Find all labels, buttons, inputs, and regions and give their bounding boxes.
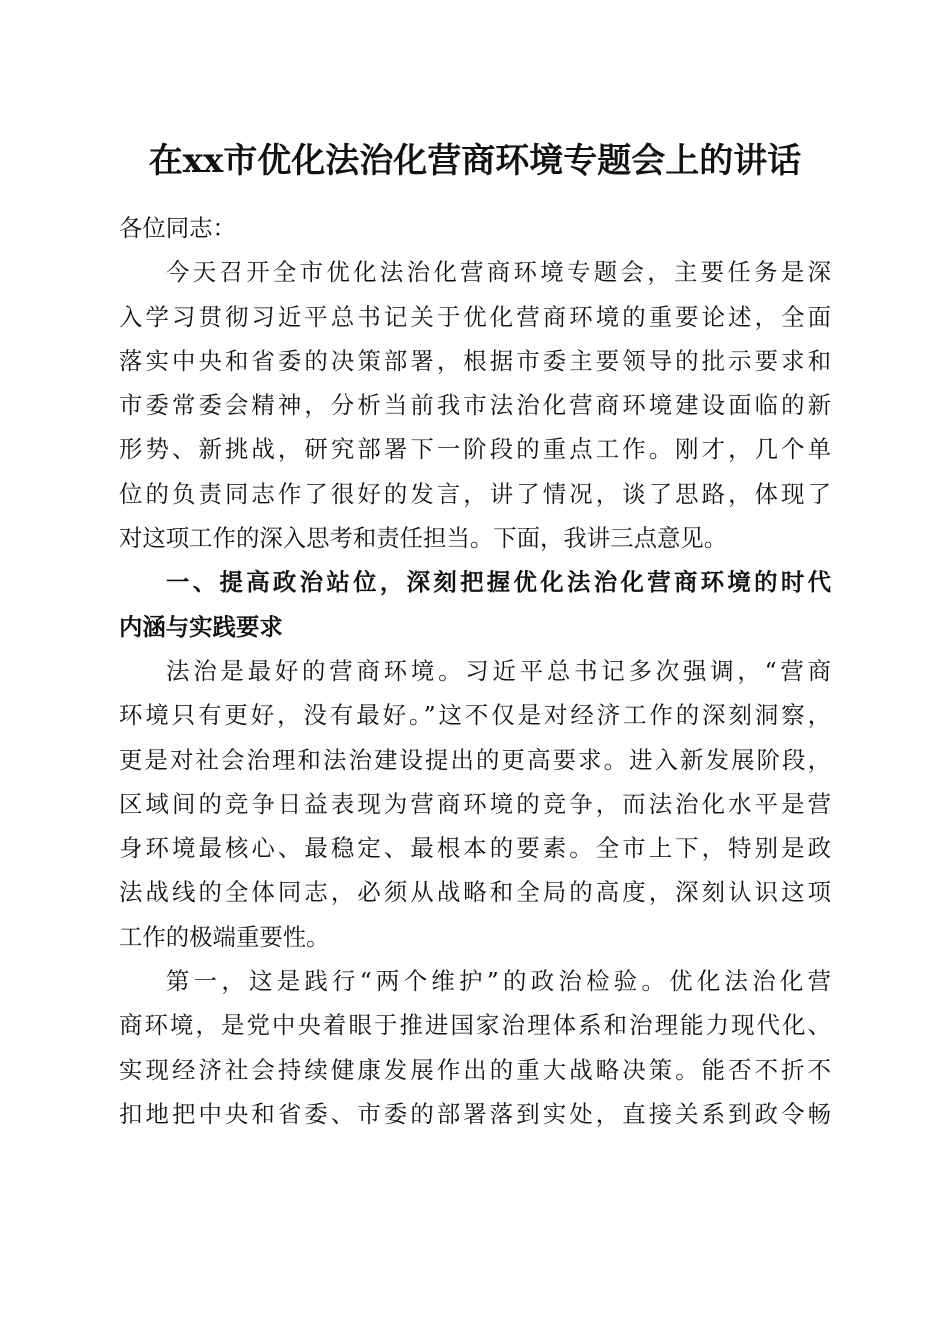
paragraph-line: 今天召开全市优化法治化营商环境专题会，主要任务是深 xyxy=(166,258,831,287)
paragraph-line: 区域间的竞争日益表现为营商环境的竞争，而法治化水平是营 xyxy=(119,789,831,818)
paragraph-line: 扣地把中央和省委、市委的部署落到实处，直接关系到政令畅 xyxy=(119,1099,831,1128)
document-body xyxy=(119,206,831,1136)
paragraph-line: 法治是最好的营商环境。习近平总书记多次强调，“营商 xyxy=(166,656,831,685)
document-title: 在xx市优化法治化营商环境专题会上的讲话 xyxy=(148,141,802,181)
paragraph-line: 身环境最核心、最稳定、最根本的要素。全市上下，特别是政 xyxy=(119,834,831,863)
paragraph-line: 对这项工作的深入思考和责任担当。下面，我讲三点意见。 xyxy=(119,524,728,553)
paragraph-line: 入学习贯彻习近平总书记关于优化营商环境的重要论述，全面 xyxy=(119,302,831,331)
paragraph-line: 落实中央和省委的决策部署，根据市委主要领导的批示要求和 xyxy=(119,346,831,375)
paragraph-line: 更是对社会治理和法治建设提出的更高要求。进入新发展阶段， xyxy=(119,745,831,774)
paragraph-line: 法战线的全体同志，必须从战略和全局的高度，深刻认识这项 xyxy=(119,878,831,907)
paragraph-line: 市委常委会精神，分析当前我市法治化营商环境建设面临的新 xyxy=(119,391,831,420)
section-heading: 一、提高政治站位，深刻把握优化法治化营商环境的时代 xyxy=(166,568,831,597)
paragraph-line: 环境只有更好，没有最好。”这不仅是对经济工作的深刻洞察， xyxy=(119,701,831,730)
paragraph-line: 实现经济社会持续健康发展作出的重大战略决策。能否不折不 xyxy=(119,1055,831,1084)
section-heading: 内涵与实践要求 xyxy=(119,612,283,641)
salutation: 各位同志： xyxy=(119,214,236,242)
paragraph-line: 工作的极端重要性。 xyxy=(119,922,330,951)
paragraph-line: 形势、新挑战，研究部署下一阶段的重点工作。刚才，几个单 xyxy=(119,435,831,464)
paragraph-line: 第一，这是践行“两个维护”的政治检验。优化法治化营 xyxy=(166,967,831,996)
paragraph-line: 位的负责同志作了很好的发言，讲了情况，谈了思路，体现了 xyxy=(119,479,831,508)
paragraph-line: 商环境，是党中央着眼于推进国家治理体系和治理能力现代化、 xyxy=(119,1011,831,1040)
